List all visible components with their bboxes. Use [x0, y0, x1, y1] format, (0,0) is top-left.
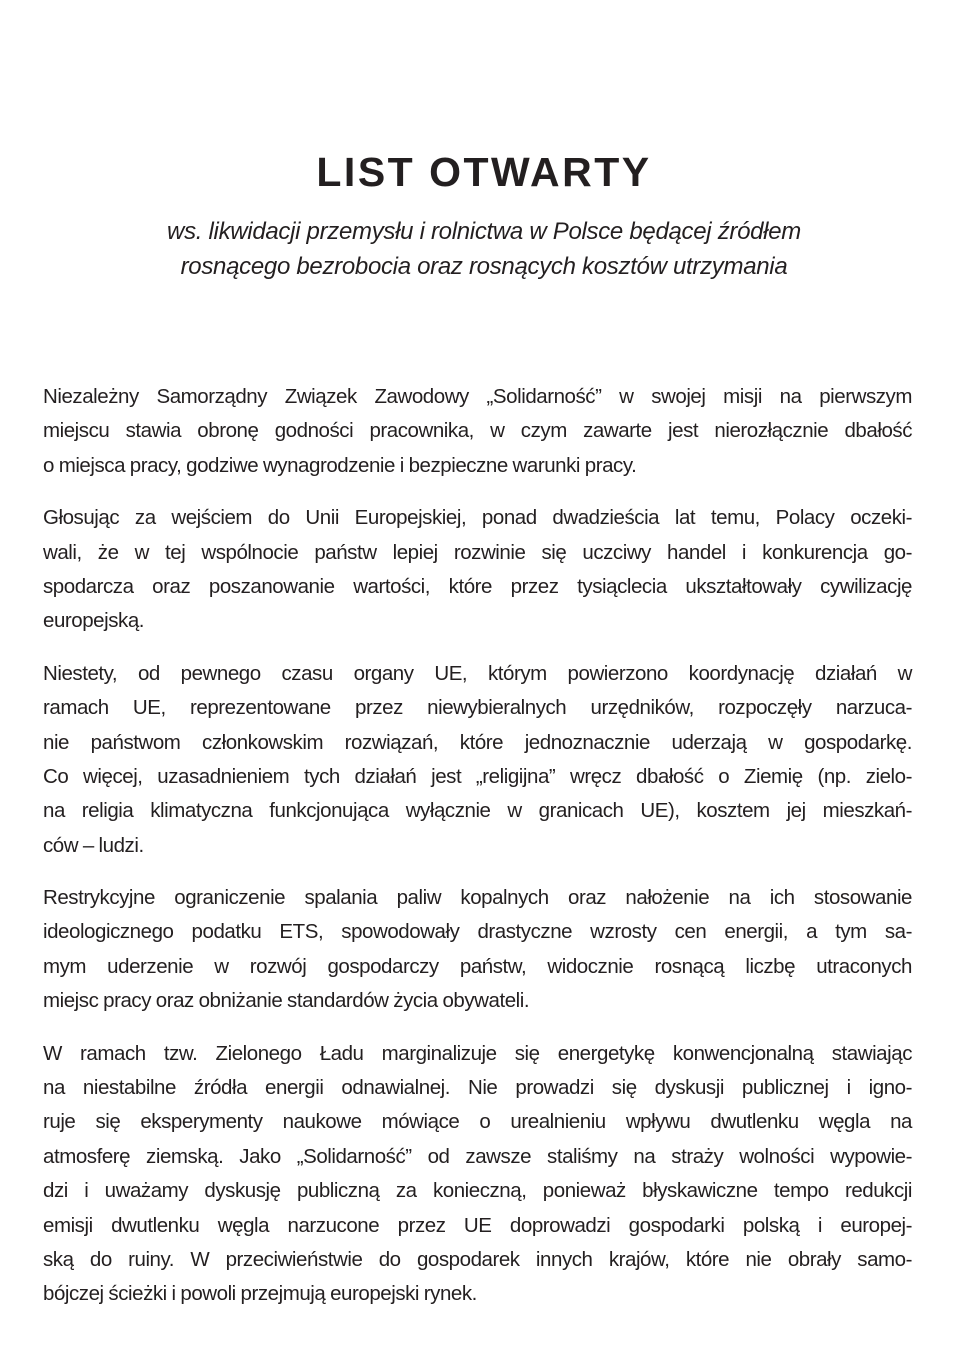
document-subtitle	[0, 214, 968, 284]
text-line: ruje się eksperymenty naukowe mówiące o urealnieniu wpływu dwutlenku węgla na	[43, 1110, 912, 1134]
text-line: emisji dwutlenku węgla narzucone przez UE doprowadzi gospodarki polską i europej-	[43, 1213, 912, 1237]
text-line: bójczej ścieżki i powoli przejmują europejski rynek.	[43, 1282, 477, 1306]
text-line: Co więcej, uzasadnieniem tych działań jest „religijna” wręcz dbałość o Ziemię (np. zielo-	[43, 764, 912, 788]
letter-body	[43, 380, 912, 1330]
subtitle-line: ws. likwidacji przemysłu i rolnictwa w Polsce będącej źródłem	[167, 218, 801, 245]
text-line: Głosując za wejściem do Unii Europejskiej, ponad dwadzieścia lat temu, Polacy oczeki-	[43, 506, 912, 530]
paragraph-4	[43, 881, 912, 1019]
paragraph-2	[43, 501, 912, 639]
text-line: europejską.	[43, 609, 145, 633]
text-line: spodarcza oraz poszanowanie wartości, które przez tysiąclecia ukształtowały cywilizację	[43, 574, 912, 598]
text-line: dzi i uważamy dyskusję publiczną za konieczną, ponieważ błyskawiczne tempo redukcji	[43, 1179, 912, 1203]
text-line: ców – ludzi.	[43, 833, 144, 857]
text-line: Niestety, od pewnego czasu organy UE, którym powierzono koordynację działań w	[43, 661, 912, 685]
text-line: na religia klimatyczna funkcjonująca wyłącznie w granicach UE), kosztem jej mieszkań-	[43, 799, 912, 823]
text-line: miejsc pracy oraz obniżanie standardów życia obywateli.	[43, 989, 530, 1013]
document-title: LIST OTWARTY	[316, 149, 652, 195]
paragraph-3	[43, 657, 912, 863]
text-line: atmosferę ziemską. Jako „Solidarność” od zawsze staliśmy na straży wolności wypowie-	[43, 1144, 912, 1168]
text-line: wali, że w tej wspólnocie państw lepiej rozwinie się uczciwy handel i konkurencja go-	[43, 540, 912, 564]
paragraph-1	[43, 380, 912, 483]
text-line: nie państwom członkowskim rozwiązań, które jednoznacznie uderzają w gospodarkę.	[43, 730, 912, 754]
subtitle-line: rosnącego bezrobocia oraz rosnących kosztów utrzymania	[180, 253, 788, 280]
text-line: Restrykcyjne ograniczenie spalania paliw kopalnych oraz nałożenie na ich stosowanie	[43, 886, 912, 910]
text-line: na niestabilne źródła energii odnawialnej. Nie prowadzi się dyskusji publicznej i igno-	[43, 1076, 912, 1100]
text-line: ramach UE, reprezentowane przez niewybieralnych urzędników, rozpoczęły narzuca-	[43, 696, 912, 720]
text-line: miejscu stawia obronę godności pracownika, w czym zawarte jest nierozłącznie dbałość	[43, 419, 912, 443]
text-line: ską do ruiny. W przeciwieństwie do gospodarek innych krajów, które nie obrały samo-	[43, 1247, 912, 1271]
text-line: mym uderzenie w rozwój gospodarczy państw, widocznie rosnącą liczbę utraconych	[43, 954, 912, 978]
text-line: W ramach tzw. Zielonego Ładu marginalizuje się energetykę konwencjonalną stawiając	[43, 1041, 912, 1065]
text-line: o miejsca pracy, godziwe wynagrodzenie i bezpieczne warunki pracy.	[43, 453, 637, 477]
paragraph-5	[43, 1037, 912, 1312]
text-line: Niezależny Samorządny Związek Zawodowy „Solidarność” w swojej misji na pierwszym	[43, 385, 912, 408]
text-line: ideologicznego podatku ETS, spowodowały drastyczne wzrosty cen energii, a tym sa-	[43, 920, 912, 944]
